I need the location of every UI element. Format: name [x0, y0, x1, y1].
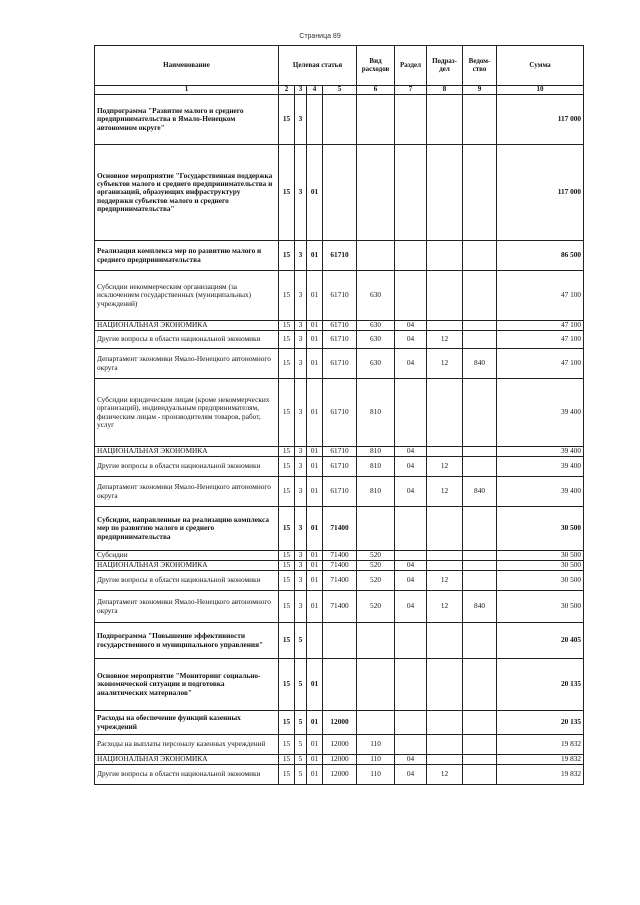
amount: 20 135: [497, 711, 584, 735]
expense-type: 110: [357, 755, 395, 765]
target-program: 15: [279, 241, 295, 271]
department: [463, 755, 497, 765]
amount: 30 500: [497, 571, 584, 591]
table-row: [95, 755, 584, 765]
expense-type: 630: [357, 331, 395, 349]
section: 04: [395, 765, 427, 785]
subsection: 12: [427, 477, 463, 507]
table-row: [95, 571, 584, 591]
expense-type: 110: [357, 735, 395, 755]
target-subprogram: 3: [295, 591, 307, 623]
row-name: Субсидии: [95, 551, 279, 561]
target-program: 15: [279, 623, 295, 659]
subsection: 12: [427, 349, 463, 379]
header-subsection: Подраз-дел: [427, 46, 463, 86]
department: [463, 623, 497, 659]
row-name: Департамент экономики Ямало-Ненецкого автономного округа: [95, 591, 279, 623]
row-name: Другие вопросы в области национальной экономики: [95, 571, 279, 591]
target-event: 01: [307, 241, 323, 271]
row-name: НАЦИОНАЛЬНАЯ ЭКОНОМИКА: [95, 447, 279, 457]
row-name: Расходы на выплаты персоналу казенных учреждений: [95, 735, 279, 755]
amount: 39 400: [497, 379, 584, 447]
target-subprogram: 3: [295, 571, 307, 591]
target-direction: 12000: [323, 735, 357, 755]
expense-type: 630: [357, 321, 395, 331]
target-event: [307, 623, 323, 659]
table-row: [95, 379, 584, 447]
target-direction: 12000: [323, 711, 357, 735]
header-department: Ведом-ство: [463, 46, 497, 86]
target-direction: 12000: [323, 765, 357, 785]
target-subprogram: 3: [295, 379, 307, 447]
target-direction: 61710: [323, 241, 357, 271]
section: 04: [395, 561, 427, 571]
subsection: [427, 271, 463, 321]
amount: 47 100: [497, 331, 584, 349]
target-subprogram: 3: [295, 271, 307, 321]
department: [463, 765, 497, 785]
amount: 30 500: [497, 551, 584, 561]
department: [463, 711, 497, 735]
department: [463, 457, 497, 477]
table-row: [95, 321, 584, 331]
department: [463, 331, 497, 349]
expense-type: 810: [357, 477, 395, 507]
target-program: 15: [279, 659, 295, 711]
target-program: 15: [279, 571, 295, 591]
col-number: 4: [307, 86, 323, 95]
department: [463, 321, 497, 331]
subsection: [427, 507, 463, 551]
section: [395, 145, 427, 241]
section: 04: [395, 331, 427, 349]
target-event: 01: [307, 711, 323, 735]
department: [463, 241, 497, 271]
department: [463, 447, 497, 457]
target-direction: 61710: [323, 349, 357, 379]
target-subprogram: 3: [295, 477, 307, 507]
expense-type: [357, 623, 395, 659]
row-name: Другие вопросы в области национальной экономики: [95, 331, 279, 349]
row-name: Основное мероприятие "Государственная поддержка субъектов малого и среднего предпринимательства и организаций, образующих инфраструктуру поддержки субъектов малого и среднего предпринимательства": [95, 145, 279, 241]
subsection: [427, 755, 463, 765]
section: [395, 379, 427, 447]
section: 04: [395, 477, 427, 507]
target-subprogram: 5: [295, 765, 307, 785]
department: [463, 379, 497, 447]
amount: 117 000: [497, 145, 584, 241]
expense-type: 520: [357, 561, 395, 571]
target-subprogram: 3: [295, 321, 307, 331]
amount: 117 000: [497, 95, 584, 145]
subsection: 12: [427, 331, 463, 349]
expense-type: 810: [357, 457, 395, 477]
table-row: [95, 477, 584, 507]
department: [463, 561, 497, 571]
subsection: [427, 447, 463, 457]
subsection: [427, 95, 463, 145]
amount: 86 500: [497, 241, 584, 271]
amount: 39 400: [497, 447, 584, 457]
target-direction: [323, 623, 357, 659]
section: [395, 735, 427, 755]
expense-type: 110: [357, 765, 395, 785]
target-program: 15: [279, 349, 295, 379]
expense-type: [357, 145, 395, 241]
row-name: НАЦИОНАЛЬНАЯ ЭКОНОМИКА: [95, 321, 279, 331]
amount: 47 100: [497, 349, 584, 379]
target-subprogram: 5: [295, 711, 307, 735]
row-name: Подпрограмма "Развитие малого и среднего предпринимательства в Ямало-Ненецком автономном округе": [95, 95, 279, 145]
department: 840: [463, 591, 497, 623]
expense-type: [357, 95, 395, 145]
target-event: 01: [307, 765, 323, 785]
row-name: Подпрограмма "Повышение эффективности государственного и муниципального управления": [95, 623, 279, 659]
target-event: 01: [307, 591, 323, 623]
target-event: 01: [307, 349, 323, 379]
subsection: [427, 659, 463, 711]
target-event: 01: [307, 551, 323, 561]
section: 04: [395, 755, 427, 765]
department: [463, 507, 497, 551]
target-direction: [323, 659, 357, 711]
department: [463, 659, 497, 711]
target-event: 01: [307, 755, 323, 765]
header-section: Раздел: [395, 46, 427, 86]
section: 04: [395, 349, 427, 379]
target-event: 01: [307, 145, 323, 241]
col-number: 6: [357, 86, 395, 95]
target-program: 15: [279, 447, 295, 457]
expense-type: [357, 241, 395, 271]
amount: 19 832: [497, 735, 584, 755]
row-name: Другие вопросы в области национальной экономики: [95, 457, 279, 477]
table-row: [95, 623, 584, 659]
subsection: [427, 623, 463, 659]
target-direction: 71400: [323, 571, 357, 591]
department: 840: [463, 477, 497, 507]
expense-type: [357, 659, 395, 711]
row-name: Департамент экономики Ямало-Ненецкого автономного округа: [95, 477, 279, 507]
target-program: 15: [279, 755, 295, 765]
table-row: [95, 271, 584, 321]
amount: 30 500: [497, 561, 584, 571]
subsection: 12: [427, 765, 463, 785]
target-event: 01: [307, 321, 323, 331]
target-event: [307, 95, 323, 145]
col-number: 5: [323, 86, 357, 95]
row-name: НАЦИОНАЛЬНАЯ ЭКОНОМИКА: [95, 755, 279, 765]
expense-type: 520: [357, 591, 395, 623]
expense-type: 520: [357, 571, 395, 591]
expense-type: [357, 507, 395, 551]
department: [463, 551, 497, 561]
target-direction: 61710: [323, 321, 357, 331]
target-direction: [323, 95, 357, 145]
subsection: [427, 145, 463, 241]
target-direction: 61710: [323, 447, 357, 457]
expense-type: 810: [357, 447, 395, 457]
target-direction: 61710: [323, 477, 357, 507]
header-amount: Сумма: [497, 46, 584, 86]
target-program: 15: [279, 735, 295, 755]
target-program: 15: [279, 591, 295, 623]
section: 04: [395, 457, 427, 477]
target-program: 15: [279, 507, 295, 551]
department: [463, 271, 497, 321]
section: 04: [395, 591, 427, 623]
table-row: [95, 447, 584, 457]
row-name: Субсидии, направленные на реализацию комплекса мер по развитию малого и среднего предпринимательства: [95, 507, 279, 551]
subsection: [427, 379, 463, 447]
target-event: 01: [307, 507, 323, 551]
col-number: 9: [463, 86, 497, 95]
target-subprogram: 3: [295, 241, 307, 271]
col-number: 10: [497, 86, 584, 95]
header-name: Наименование: [95, 46, 279, 86]
subsection: 12: [427, 591, 463, 623]
expense-type: 630: [357, 271, 395, 321]
subsection: [427, 241, 463, 271]
target-direction: 71400: [323, 561, 357, 571]
table-row: [95, 145, 584, 241]
department: [463, 735, 497, 755]
target-event: 01: [307, 477, 323, 507]
row-name: Основное мероприятие "Мониторинг социально-экономической ситуации и подготовка аналитических материалов": [95, 659, 279, 711]
department: 840: [463, 349, 497, 379]
target-direction: 61710: [323, 457, 357, 477]
col-number: 2: [279, 86, 295, 95]
col-number: 3: [295, 86, 307, 95]
target-direction: 71400: [323, 507, 357, 551]
table-row: [95, 241, 584, 271]
target-event: 01: [307, 561, 323, 571]
target-program: 15: [279, 271, 295, 321]
amount: 19 832: [497, 755, 584, 765]
target-direction: 71400: [323, 551, 357, 561]
subsection: [427, 735, 463, 755]
target-program: 15: [279, 321, 295, 331]
target-program: 15: [279, 561, 295, 571]
amount: 19 832: [497, 765, 584, 785]
row-name: Субсидии некоммерческим организациям (за исключением государственных (муниципальных) учреждений): [95, 271, 279, 321]
target-event: 01: [307, 571, 323, 591]
amount: 30 500: [497, 507, 584, 551]
target-subprogram: 3: [295, 551, 307, 561]
subsection: [427, 561, 463, 571]
section: [395, 271, 427, 321]
budget-table: [94, 45, 584, 785]
expense-type: 520: [357, 551, 395, 561]
section: 04: [395, 447, 427, 457]
target-subprogram: 5: [295, 755, 307, 765]
target-event: 01: [307, 379, 323, 447]
amount: 47 100: [497, 271, 584, 321]
target-program: 15: [279, 765, 295, 785]
target-subprogram: 3: [295, 331, 307, 349]
table-row: [95, 331, 584, 349]
target-program: 15: [279, 331, 295, 349]
subsection: [427, 711, 463, 735]
target-event: 01: [307, 659, 323, 711]
target-event: 01: [307, 271, 323, 321]
section: [395, 95, 427, 145]
table-row: [95, 765, 584, 785]
amount: 20 405: [497, 623, 584, 659]
header-target: Целевая статья: [279, 46, 357, 86]
section: 04: [395, 321, 427, 331]
target-event: 01: [307, 447, 323, 457]
row-name: Департамент экономики Ямало-Ненецкого автономного округа: [95, 349, 279, 379]
section: [395, 507, 427, 551]
table-row: [95, 551, 584, 561]
target-subprogram: 3: [295, 561, 307, 571]
section: [395, 241, 427, 271]
target-event: 01: [307, 331, 323, 349]
table-row: [95, 95, 584, 145]
target-subprogram: 3: [295, 447, 307, 457]
col-number: 8: [427, 86, 463, 95]
target-event: 01: [307, 457, 323, 477]
target-subprogram: 3: [295, 95, 307, 145]
table-row: [95, 349, 584, 379]
table-row: [95, 561, 584, 571]
target-subprogram: 3: [295, 145, 307, 241]
target-subprogram: 5: [295, 735, 307, 755]
section: [395, 623, 427, 659]
table-row: [95, 457, 584, 477]
row-name: Другие вопросы в области национальной экономики: [95, 765, 279, 785]
target-direction: 12000: [323, 755, 357, 765]
target-program: 15: [279, 711, 295, 735]
target-program: 15: [279, 551, 295, 561]
page-label: Страница 89: [299, 33, 341, 40]
table-row: [95, 735, 584, 755]
amount: 39 400: [497, 457, 584, 477]
table-row: [95, 591, 584, 623]
target-subprogram: 5: [295, 659, 307, 711]
section: [395, 659, 427, 711]
row-name: НАЦИОНАЛЬНАЯ ЭКОНОМИКА: [95, 561, 279, 571]
table-row: [95, 711, 584, 735]
header-expense-type: Вид расходов: [357, 46, 395, 86]
target-direction: 61710: [323, 331, 357, 349]
col-number: 1: [95, 86, 279, 95]
row-name: Реализация комплекса мер по развитию малого и среднего предпринимательства: [95, 241, 279, 271]
amount: 39 400: [497, 477, 584, 507]
amount: 20 135: [497, 659, 584, 711]
table-header-row: [95, 46, 584, 86]
row-name: Расходы на обеспечение функций казенных учреждений: [95, 711, 279, 735]
expense-type: 810: [357, 379, 395, 447]
col-number: 7: [395, 86, 427, 95]
subsection: [427, 321, 463, 331]
section: [395, 551, 427, 561]
target-program: 15: [279, 145, 295, 241]
department: [463, 571, 497, 591]
target-direction: 71400: [323, 591, 357, 623]
subsection: [427, 551, 463, 561]
target-subprogram: 3: [295, 349, 307, 379]
target-subprogram: 3: [295, 457, 307, 477]
target-direction: 61710: [323, 271, 357, 321]
target-subprogram: 3: [295, 507, 307, 551]
department: [463, 95, 497, 145]
section: 04: [395, 571, 427, 591]
column-number-row: [95, 86, 584, 95]
amount: 30 500: [497, 591, 584, 623]
row-name: Субсидии юридическим лицам (кроме некоммерческих организаций), индивидуальным предпринимателям, физическим лицам - производителям товаров, работ, услуг: [95, 379, 279, 447]
amount: 47 100: [497, 321, 584, 331]
target-program: 15: [279, 477, 295, 507]
subsection: 12: [427, 571, 463, 591]
target-program: 15: [279, 379, 295, 447]
section: [395, 711, 427, 735]
target-direction: 61710: [323, 379, 357, 447]
expense-type: 630: [357, 349, 395, 379]
target-subprogram: 5: [295, 623, 307, 659]
target-direction: [323, 145, 357, 241]
target-event: 01: [307, 735, 323, 755]
expense-type: [357, 711, 395, 735]
table-row: [95, 507, 584, 551]
subsection: 12: [427, 457, 463, 477]
department: [463, 145, 497, 241]
table-row: [95, 659, 584, 711]
target-program: 15: [279, 457, 295, 477]
target-program: 15: [279, 95, 295, 145]
